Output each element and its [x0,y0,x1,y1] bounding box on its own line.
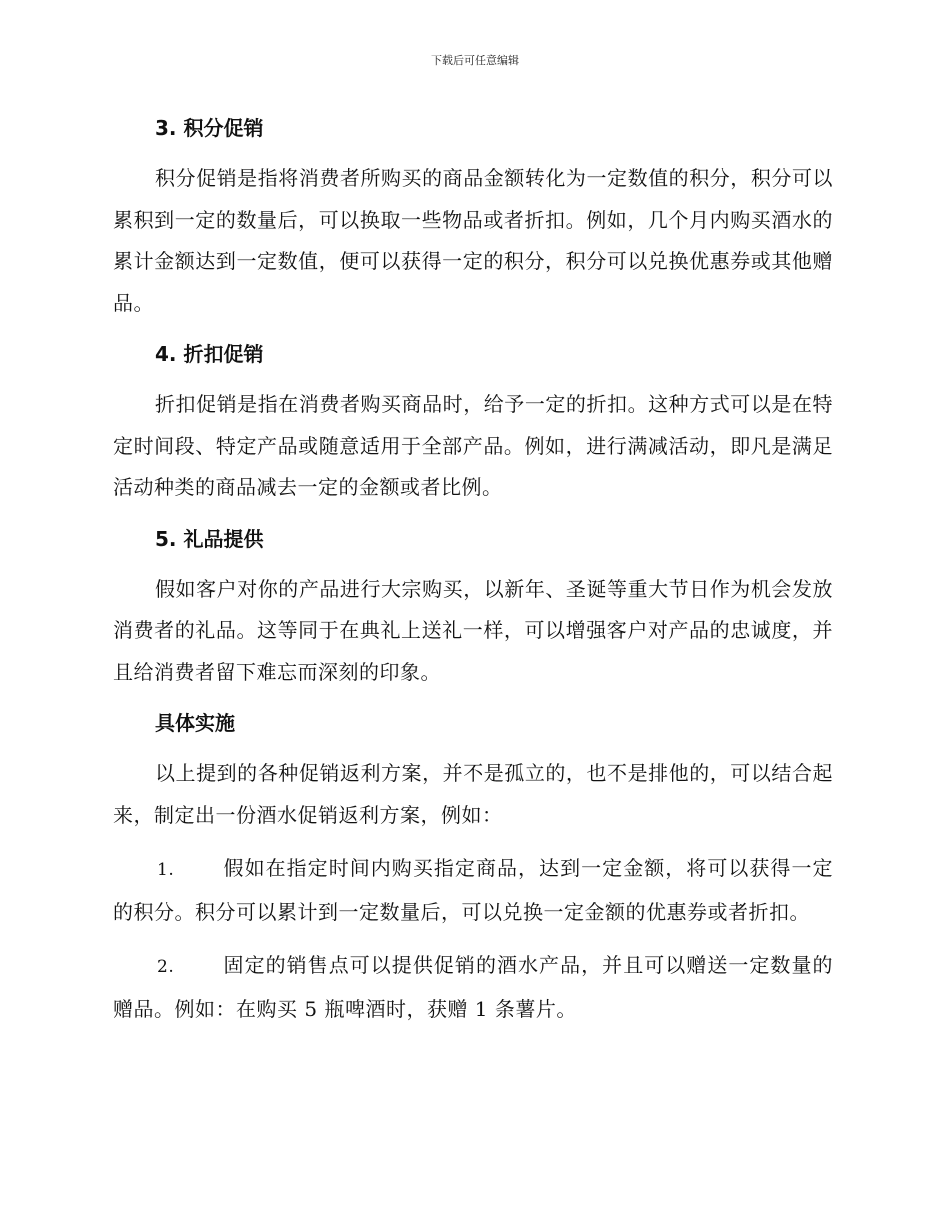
list-item [113,945,833,1030]
section-heading-discount-promotion: 4. 折扣促销 [155,342,264,366]
list-item [113,848,833,933]
section-heading-points-promotion: 3. 积分促销 [155,116,264,140]
section-paragraph-discount-promotion: 折扣促销是指在消费者购买商品时，给予一定的折扣。这种方式可以是在特定时间段、特定产品或随意适用于全部产品。例如，进行满减活动，即凡是满足活动种类的商品减去一定的金额或者比例。 [113,392,833,499]
list-item-number: 2. [157,957,175,977]
section-heading-gift-offer: 5. 礼品提供 [155,526,264,551]
section-heading-implementation: 具体实施 [155,711,235,735]
header-note: 下载后可任意编辑 [431,54,519,67]
list-item-number: 1. [157,860,175,880]
list-item-text: 固定的销售点可以提供促销的酒水产品，并且可以赠送一定数量的赠品。例如：在购买 5 瓶啤酒时，获赠 1 条薯片。 [113,953,833,1021]
section-paragraph-gift-offer: 假如客户对你的产品进行大宗购买，以新年、圣诞等重大节日作为机会发放消费者的礼品。这等同于在典礼上送礼一样，可以增强客户对产品的忠诚度，并且给消费者留下难忘而深刻的印象。 [113,576,833,684]
section-paragraph-points-promotion: 积分促销是指将消费者所购买的商品金额转化为一定数值的积分，积分可以累积到一定的数量后，可以换取一些物品或者折扣。例如，几个月内购买酒水的累计金额达到一定数值，便可以获得一定的积分，积分可以兑换优惠券或其他赠品。 [113,166,833,315]
section-paragraph-implementation: 以上提到的各种促销返利方案，并不是孤立的，也不是排他的，可以结合起来，制定出一份酒水促销返利方案，例如： [113,761,833,827]
list-item-text: 假如在指定时间内购买指定商品，达到一定金额，将可以获得一定的积分。积分可以累计到一定数量后，可以兑换一定金额的优惠券或者折扣。 [113,856,833,924]
document-body [113,110,833,1030]
